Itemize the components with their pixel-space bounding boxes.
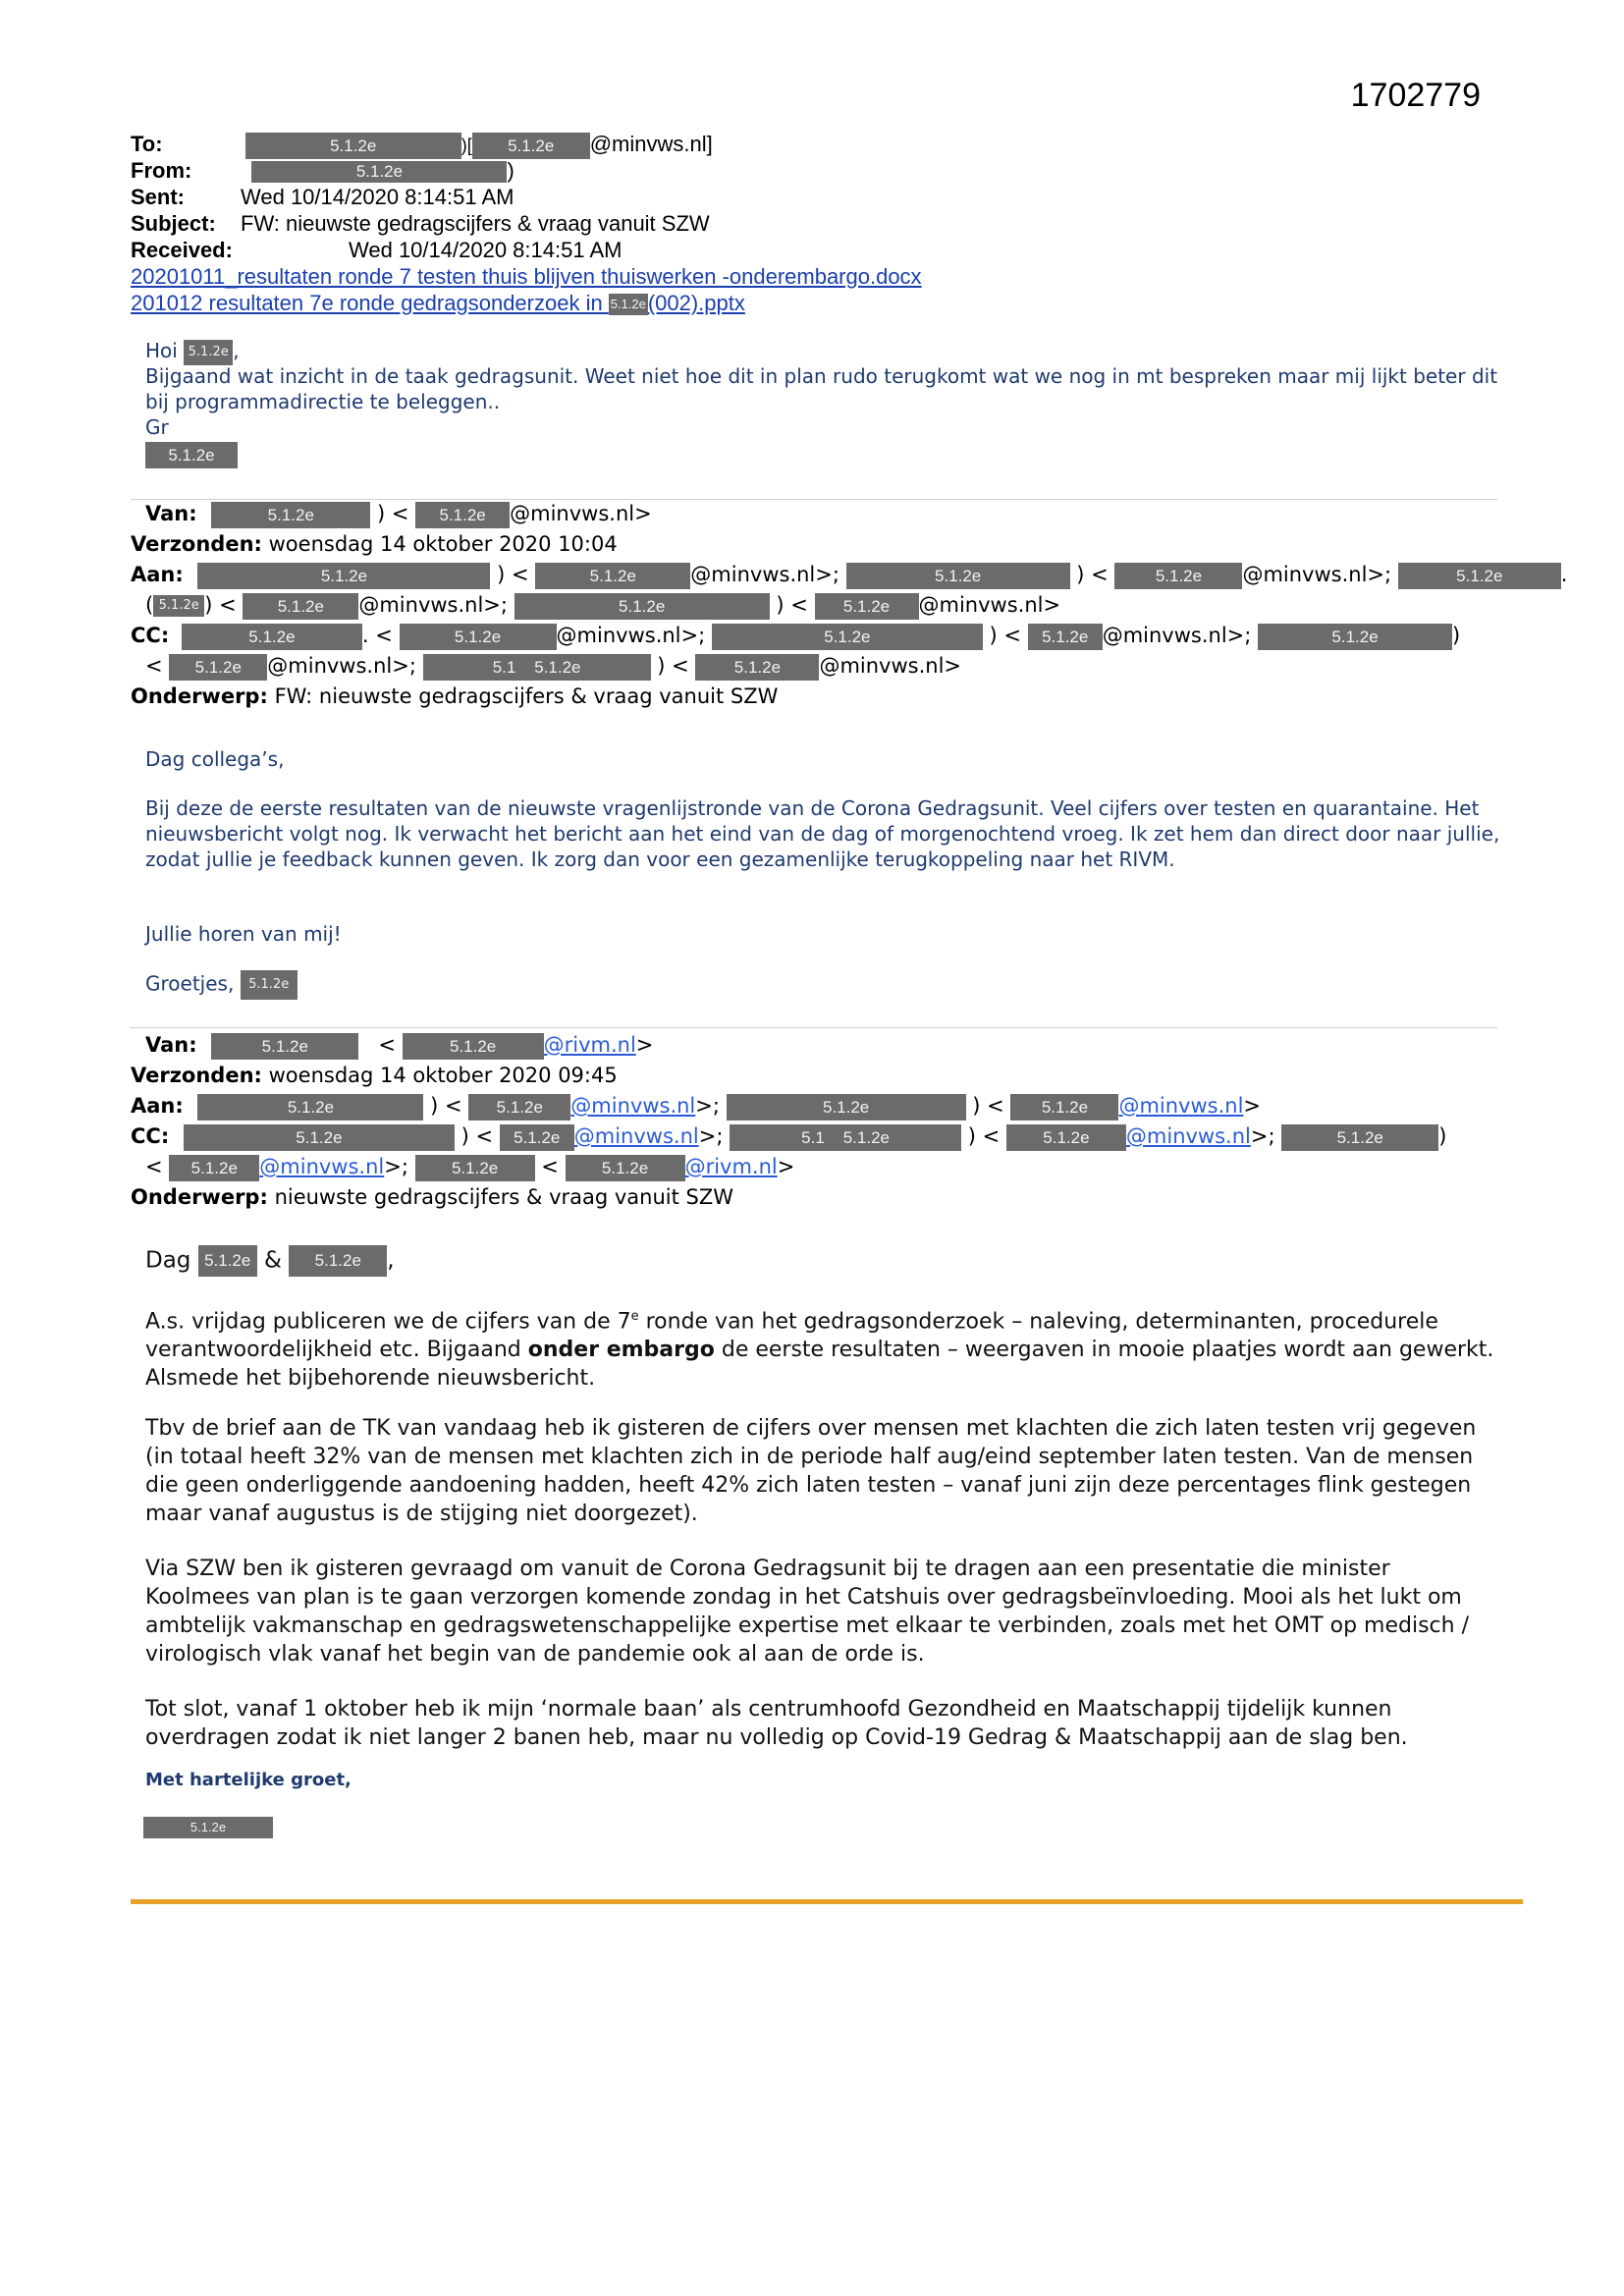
onderwerp-label: Onderwerp: (131, 684, 268, 708)
to-email-domain: @minvws.nl] (589, 132, 713, 156)
msg2-greeting: Dag collega’s, (145, 747, 285, 771)
from-label: From: (131, 158, 192, 183)
from-line: From: 5.1.2e ) (131, 158, 514, 183)
msg1-body: Bijgaand wat inzicht in de taak gedragsunit. Weet niet hoe dit in plan rudo terugkomt wat we nog in mt bespreken maar mij lijkt beter dit bij programmadirectie te beleggen.. (145, 364, 1498, 413)
received-line (131, 237, 623, 263)
to-line: To: 5.1.2e )[ 5.1.2e @minvws.nl] (131, 131, 713, 159)
email-link[interactable]: @minvws.nl (1118, 1094, 1244, 1118)
redaction: 5.1.2e (415, 1155, 535, 1181)
redaction: 5.1.2e (535, 563, 690, 589)
msg2-verzonden-line (131, 529, 618, 560)
redaction: 5.1.2e (153, 595, 204, 617)
msg3-greeting: Dag (145, 1247, 191, 1274)
van-label: Van: (145, 1033, 197, 1057)
redaction: 5.1.2e (1398, 563, 1561, 589)
redaction: 5.1.2e (245, 133, 461, 159)
redaction: 5.1.2e (415, 502, 510, 528)
redaction: 5.1.2e (184, 1124, 455, 1151)
msg3-paragraph-1 (145, 1302, 1500, 1393)
msg1-signature (145, 442, 238, 468)
divider (131, 1027, 1497, 1028)
redaction: 5.1.2e (169, 654, 267, 681)
redaction (423, 654, 651, 681)
onderwerp-label: Onderwerp: (131, 1185, 268, 1209)
redaction-partial: 5.1 (801, 1127, 825, 1147)
redaction: 5.1.2e (468, 1094, 570, 1121)
attachment-pptx-prefix[interactable]: 201012 resultaten 7e ronde gedragsonderzoek in (131, 291, 609, 315)
msg2-cc-line-2: < 5.1.2e @minvws.nl>; 5.1 5.1.2e ) < 5.1.2e @minvws.nl> (145, 651, 961, 682)
msg3-paragraph-4: Tot slot, vanaf 1 oktober heb ik mijn ‘normale baan’ als centrumhoofd Gezondheid en Maatschappij tijdelijk kunnen overdragen zodat ik niet langer 2 banen heb, maar nu volledig op Covid-19 Gedrag & Maatschappij aan de slag ben. (145, 1697, 1408, 1750)
redaction-code: 5.1.2e (842, 1127, 890, 1147)
p1-bold: onder embargo (527, 1338, 715, 1363)
cc-label: CC: (131, 624, 170, 647)
msg3-paragraph-2: Tbv de brief aan de TK van vandaag heb ik gisteren de cijfers over mensen met klachten die zich laten testen vrij gegeven (in totaal heeft 32% van de mensen met klachten zich in de periode half aug/eind september laten testen. Van de mensen die geen onderliggende aandoening hadden, heeft 42% zich laten testen – vanaf juni zijn deze percentages flink gestegen maar vanaf augustus is de stijging niet doorgezet). (145, 1416, 1477, 1526)
redaction: 5.1.2e (211, 502, 370, 528)
redaction: 5.1.2e (846, 563, 1070, 589)
redaction-code: 5.1.2e (534, 657, 581, 677)
redaction: 5.1.2e (289, 1245, 387, 1277)
to-label: To: (131, 132, 163, 156)
redaction: 5.1.2e (251, 161, 507, 183)
redaction: 5.1.2e (197, 563, 490, 589)
redaction: 5.1.2e (198, 1245, 257, 1277)
msg1-greeting-line: Hoi 5.1.2e , (145, 338, 240, 365)
p1-text-c: de eerste resultaten – weergaven in mooie plaatjes wordt aan gewerkt. Alsmede het bijbehorende nieuwsbericht. (145, 1338, 1494, 1392)
redaction: 5.1.2e (243, 593, 358, 620)
redaction: 5.1.2e (145, 442, 238, 468)
p1-text-b: ronde van het gedragsonderzoek – naleving, determinanten, procedurele verantwoordelijkheid etc. Bijgaand (145, 1309, 1438, 1363)
redaction: 5.1.2e (403, 1033, 544, 1060)
msg2-signoff-line (145, 970, 298, 1000)
redaction: 5.1.2e (727, 1094, 966, 1121)
msg1-signoff: Gr (145, 415, 169, 439)
msg3-aan-line: Aan: 5.1.2e ) < 5.1.2e @minvws.nl>; 5.1.2e ) < 5.1.2e @minvws.nl> (131, 1091, 1261, 1121)
van-label: Van: (145, 502, 197, 525)
email-domain: @minvws.nl>; (690, 563, 839, 586)
redaction: 5.1.2e (500, 1124, 574, 1151)
orange-footer-rule (131, 1899, 1523, 1904)
msg3-signoff: Met hartelijke groet, (145, 1770, 352, 1790)
verzonden-value: woensdag 14 oktober 2020 09:45 (268, 1064, 618, 1087)
received-value: Wed 10/14/2020 8:14:51 AM (349, 238, 623, 262)
redaction: 5.1.2e (1006, 1124, 1126, 1151)
redaction: 5.1.2e (609, 294, 648, 315)
email-domain: @minvws.nl>; (556, 624, 706, 647)
redaction: 5.1.2e (1010, 1094, 1118, 1121)
msg3-onderwerp-line (131, 1182, 733, 1213)
email-link[interactable]: @rivm.nl (684, 1155, 778, 1178)
redaction: 5.1.2e (1114, 563, 1242, 589)
msg3-verzonden-line (131, 1061, 618, 1091)
msg3-greeting-line: Dag 5.1.2e & 5.1.2e , (145, 1245, 395, 1277)
email-domain: @minvws.nl>; (358, 593, 508, 617)
document-number: 1702779 (1350, 77, 1481, 114)
msg2-closing: Jullie horen van mij! (145, 922, 342, 946)
msg2-cc-line: CC: 5.1.2e . < 5.1.2e @minvws.nl>; 5.1.2e ) < 5.1.2e @minvws.nl>; 5.1.2e ) (131, 621, 1460, 651)
msg2-signoff: Groetjes, (145, 971, 235, 996)
msg2-body: Bij deze de eerste resultaten van de nieuwste vragenlijstronde van de Corona Gedragsunit. Veel cijfers over testen en quarantaine. Het nieuwsbericht volgt nog. Ik verwacht het bericht aan het eind van de dag of morgenochtend vroeg. Ik zet hem dan direct door naar jullie, zodat jullie je feedback kunnen geven. Ik zorg dan voor een gezamenlijke terugkoppeling naar het RIVM. (145, 796, 1500, 871)
onderwerp-value: nieuwste gedragscijfers & vraag vanuit SZW (274, 1185, 734, 1209)
p1-text-a: A.s. vrijdag publiceren we de cijfers van de 7 (145, 1309, 631, 1335)
email-domain: @minvws.nl>; (267, 654, 416, 678)
email-link[interactable]: @minvws.nl (570, 1094, 696, 1118)
redaction: 5.1.2e (815, 593, 919, 620)
aan-label: Aan: (131, 1094, 184, 1118)
msg3-cc-line-2: < 5.1.2e @minvws.nl>; 5.1.2e < 5.1.2e @rivm.nl> (145, 1152, 794, 1182)
redaction: 5.1.2e (184, 340, 233, 365)
email-link[interactable]: @minvws.nl (1125, 1124, 1251, 1148)
aan-label: Aan: (131, 563, 184, 586)
msg3-cc-line: CC: 5.1.2e ) < 5.1.2e @minvws.nl>; 5.1 5.1.2e ) < 5.1.2e @minvws.nl>; 5.1.2e ) (131, 1121, 1446, 1152)
msg3-signature (143, 1817, 273, 1838)
rivm-email-link[interactable]: @rivm.nl (543, 1033, 636, 1057)
email-domain: @minvws.nl> (918, 593, 1061, 617)
subject-value: FW: nieuwste gedragscijfers & vraag vanuit SZW (241, 211, 710, 236)
msg1-greeting: Hoi (145, 339, 178, 362)
sent-value: Wed 10/14/2020 8:14:51 AM (241, 185, 514, 209)
redaction: 5.1.2e (197, 1094, 423, 1121)
redaction: 5.1.2e (712, 624, 983, 650)
attachment-link-docx[interactable]: 20201011_resultaten ronde 7 testen thuis blijven thuiswerken -onderembargo.docx (131, 264, 922, 289)
msg2-aan-line: Aan: 5.1.2e ) < 5.1.2e @minvws.nl>; 5.1.2e ) < 5.1.2e @minvws.nl>; 5.1.2e . (131, 560, 1567, 590)
redaction: 5.1.2e (566, 1155, 685, 1181)
email-link[interactable]: @minvws.nl (573, 1124, 699, 1148)
redaction: 5.1.2e (514, 593, 770, 620)
msg2-aan-line-2: ( 5.1.2e ) < 5.1.2e @minvws.nl>; 5.1.2e ) < 5.1.2e @minvws.nl> (145, 590, 1060, 621)
p1-superscript: e (630, 1309, 639, 1324)
subject-label: Subject: (131, 211, 216, 236)
redaction: 5.1.2e (695, 654, 819, 681)
cc-label: CC: (131, 1124, 170, 1148)
msg3-paragraph-3: Via SZW ben ik gisteren gevraagd om vanuit de Corona Gedragsunit bij te dragen aan een presentatie die minister Koolmees van plan is te gaan verzorgen komende zondag in het Catshuis over gedragsbeïnvloeding. Mooi als het lukt om ambtelijk vakmanschap en gedragswetenschappelijke expertise met elkaar te verbinden, zoals met het OMT op medisch / virologisch vlak vanaf het begin van de pandemie ook al aan de orde is. (145, 1557, 1470, 1667)
sent-label: Sent: (131, 185, 185, 209)
redaction: 5.1.2e (143, 1817, 273, 1838)
subject-line (131, 210, 710, 237)
redaction: 5.1.2e (211, 1033, 358, 1060)
redaction: 5.1.2e (1028, 624, 1103, 650)
verzonden-value: woensdag 14 oktober 2020 10:04 (268, 532, 618, 556)
msg2-van-line: Van: 5.1.2e ) < 5.1.2e @minvws.nl> (145, 499, 652, 529)
email-domain: @minvws.nl>; (1242, 563, 1392, 586)
redaction: 5.1.2e (241, 970, 298, 1000)
msg3-van-line: Van: 5.1.2e < 5.1.2e @rivm.nl> (145, 1030, 653, 1061)
attachment-pptx-suffix[interactable]: (002).pptx (647, 291, 745, 315)
redaction: 5.1.2e (1281, 1124, 1438, 1151)
redaction (730, 1124, 961, 1151)
sent-line (131, 184, 514, 210)
onderwerp-value: FW: nieuwste gedragscijfers & vraag vanuit SZW (274, 684, 779, 708)
email-link[interactable]: @minvws.nl (259, 1155, 385, 1178)
redaction: 5.1.2e (1258, 624, 1452, 650)
redaction-partial: 5.1 (492, 657, 516, 677)
redaction: 5.1.2e (400, 624, 557, 650)
redaction: 5.1.2e (472, 133, 590, 159)
verzonden-label: Verzonden: (131, 1064, 262, 1087)
email-domain: @minvws.nl> (819, 654, 961, 678)
msg2-onderwerp-line (131, 682, 778, 712)
email-domain: @minvws.nl>; (1102, 624, 1252, 647)
redaction: 5.1.2e (182, 624, 362, 650)
ampersand: & (264, 1247, 282, 1274)
van-email-domain: @minvws.nl> (510, 502, 652, 525)
redaction: 5.1.2e (169, 1155, 259, 1181)
attachment-link-pptx[interactable] (131, 290, 745, 316)
verzonden-label: Verzonden: (131, 532, 262, 556)
received-label: Received: (131, 238, 233, 262)
